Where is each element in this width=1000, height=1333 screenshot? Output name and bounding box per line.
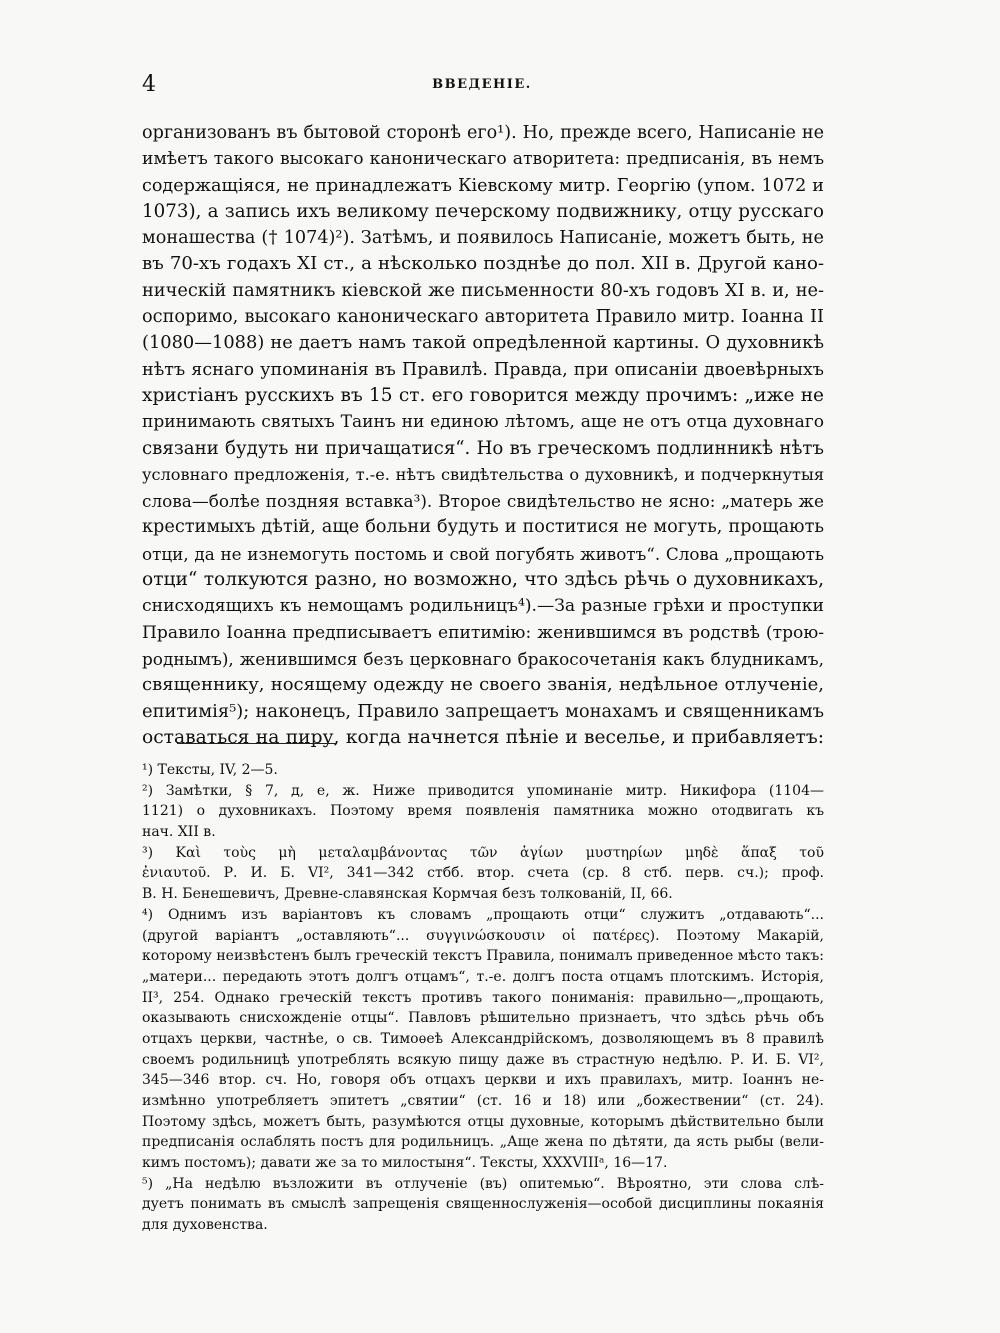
text-line: монашества († 1074)²). Затѣмъ, и появилось Написаніе, можетъ быть, не	[142, 228, 824, 249]
text-line: священнику, носящему одежду не своего званія, недѣльное отлученіе,	[142, 674, 824, 696]
text-line: Правило Іоанна предписываетъ епитимію: женившимся въ родствѣ (трою-	[142, 622, 824, 643]
footnote-line: кимъ постомъ); давати же за то милостыня“. Тексты, XXXVIIIᵃ, 16—17.	[142, 1155, 668, 1172]
footnote-line: своемъ родильницѣ употреблять всякую пищу даже въ страстную недѣлю. Р. И. Б. VI²,	[142, 1051, 824, 1068]
footnote-line: оказывають снисхожденіе отцы“. Павловъ рѣшительно признаетъ, что здѣсь рѣчь объ	[142, 1010, 824, 1027]
footnote-line: Поэтому здѣсь, можетъ быть, разумѣются отцы духовные, которымъ дѣйствительно были	[142, 1113, 824, 1130]
text-line: 1073), а запись ихъ великому печерскому подвижнику, отцу русскаго	[142, 200, 824, 222]
page-number: 4	[142, 72, 156, 97]
page-header	[142, 72, 822, 98]
footnote-line: ¹) Тексты, IV, 2—5.	[142, 762, 278, 778]
text-line: епитимія⁵); наконецъ, Правило запрещаетъ монахамъ и священникамъ	[142, 700, 824, 722]
text-line: оспоримо, высокаго каноническаго авторитета Правило митр. Іоанна II	[142, 307, 824, 328]
text-line: отци“ толкуются разно, но возможно, что здѣсь рѣчь о духовникахъ,	[142, 569, 824, 591]
text-line: снисходящихъ къ немощамъ родильницъ⁴).—За разные грѣхи и проступки	[142, 596, 824, 617]
text-line: ническій памятникъ кіевской же письменности 80-хъ годовъ XI в. и, не-	[142, 280, 824, 301]
footnote-line: 1121) о духовникахъ. Поэтому время появленія памятника можно отодвигать къ	[142, 803, 824, 820]
footnote-line: II³, 254. Однако греческій текстъ противъ такого пониманія: правильно—„прощають,	[142, 989, 824, 1006]
footnote-line: ⁴) Однимъ изъ варіантовъ къ словамъ „прощають отци“ служитъ „отдавають“...	[142, 906, 824, 923]
footnote-line: ³) Καὶ τοὺς μὴ μεταλαμβάνοντας τῶν ἁγίων μυστηρίων μηδὲ ἅπαξ τοῦ	[142, 844, 824, 861]
text-line: организованъ въ бытовой сторонѣ его¹). Но, прежде всего, Написаніе не	[142, 123, 824, 143]
footnote-line: отцахъ церкви, частнѣе, о св. Тимоѳеѣ Александрійскомъ, дозволяющемъ въ 8 правилѣ	[142, 1030, 824, 1047]
text-line: оставаться на пиру, когда начнется пѣніе и веселье, и прибавляетъ:	[142, 726, 824, 748]
text-line: связани будуть ни причащатися“. Но въ греческомъ подлинникѣ нѣтъ	[142, 437, 824, 459]
text-line: слова—болѣе поздняя вставка³). Второе свидѣтельство не ясно: „матерь же	[142, 491, 824, 512]
text-line: крестимыхъ дѣтій, аще больни будуть и поститися не могуть, прощають	[142, 517, 824, 538]
text-line: въ 70-хъ годахъ XI ст., а нѣсколько позднѣе до пол. XII в. Другой кано-	[142, 253, 824, 275]
text-line: (1080—1088) не даетъ намъ такой опредѣленной картины. О духовникѣ	[142, 332, 824, 354]
footnote-line: ⁵) „На недѣлю възложити въ отлученіе (въ) опитемью“. Вѣроятно, эти слова слѣ-	[142, 1175, 824, 1192]
footnote-line: 345—346 втор. сч. Но, говоря объ отцахъ церкви и ихъ правилахъ, митр. Іоаннъ не-	[142, 1072, 824, 1089]
footnote-line: для духовенства.	[142, 1217, 268, 1234]
footnote-line: которому неизвѣстенъ былъ греческій текстъ Правила, понималъ приведенное мѣсто такъ:	[142, 948, 824, 965]
footnote-line: ἐνιαυτοῦ. Р. И. Б. VI², 341—342 стбб. втор. счета (ср. 8 стб. перв. сч.); проф.	[142, 865, 824, 882]
text-line: принимають святыхъ Таинъ ни единою лѣтомъ, аще не отъ отца духовнаго	[142, 412, 824, 433]
footnote-line: измѣнно употребляетъ эпитетъ „святии“ (ст. 16 и 18) или „божествении“ (ст. 24).	[142, 1093, 824, 1109]
footnote-line: (другой варіантъ „оставляють“... συγγινώσκουσιν οἱ πατέρες). Поэтому Макарій,	[142, 927, 824, 944]
footnote-line: ²) Замѣтки, § 7, д, е, ж. Ниже приводится упоминаніе митр. Никифора (1104—	[142, 782, 824, 799]
footnote-divider	[177, 743, 337, 744]
text-line: содержащіяся, не принадлежатъ Кіевскому митр. Георгію (упом. 1072 и	[142, 175, 824, 196]
footnotes	[142, 760, 824, 1236]
footnote-line: предписанія ослаблять постъ для родильницъ. „Аще жена по дѣтяти, да ясть рыбы (вели-	[142, 1134, 824, 1151]
footnote-line: „матери... передають этотъ долгъ отцамъ“, т.-е. долгъ поста отцамъ плотскимъ. Исторія,	[142, 968, 824, 985]
footnote-line: В. Н. Бенешевичъ, Древне-славянская Кормчая безъ толкованій, II, 66.	[142, 886, 673, 903]
text-line: роднымъ), женившимся безъ церковнаго бракосочетанія какъ блудникамъ,	[142, 648, 824, 669]
text-line: нѣтъ яснаго упоминанія въ Правилѣ. Правда, при описаніи двоевѣрныхъ	[142, 359, 824, 380]
main-text	[142, 120, 824, 751]
text-line: условнаго предложенія, т.-е. нѣтъ свидѣтельства о духовникѣ, и подчеркнутыя	[142, 464, 824, 484]
text-line: отци, да не изнемогуть постомь и свой погубять животъ“. Слова „прощають	[142, 543, 824, 564]
text-line: христіанъ русскихъ въ 15 ст. его говорится между прочимъ: „иже не	[142, 384, 824, 406]
text-line: имѣетъ такого высокаго каноническаго атворитета: предписанія, въ немъ	[142, 149, 824, 170]
footnote-line: дуетъ понимать въ смыслѣ запрещенія священнослуженія—особой дисциплины покаянія	[142, 1196, 824, 1213]
running-title: ВВЕДЕНІЕ.	[432, 77, 532, 92]
footnote-line: нач. XII в.	[142, 824, 216, 841]
